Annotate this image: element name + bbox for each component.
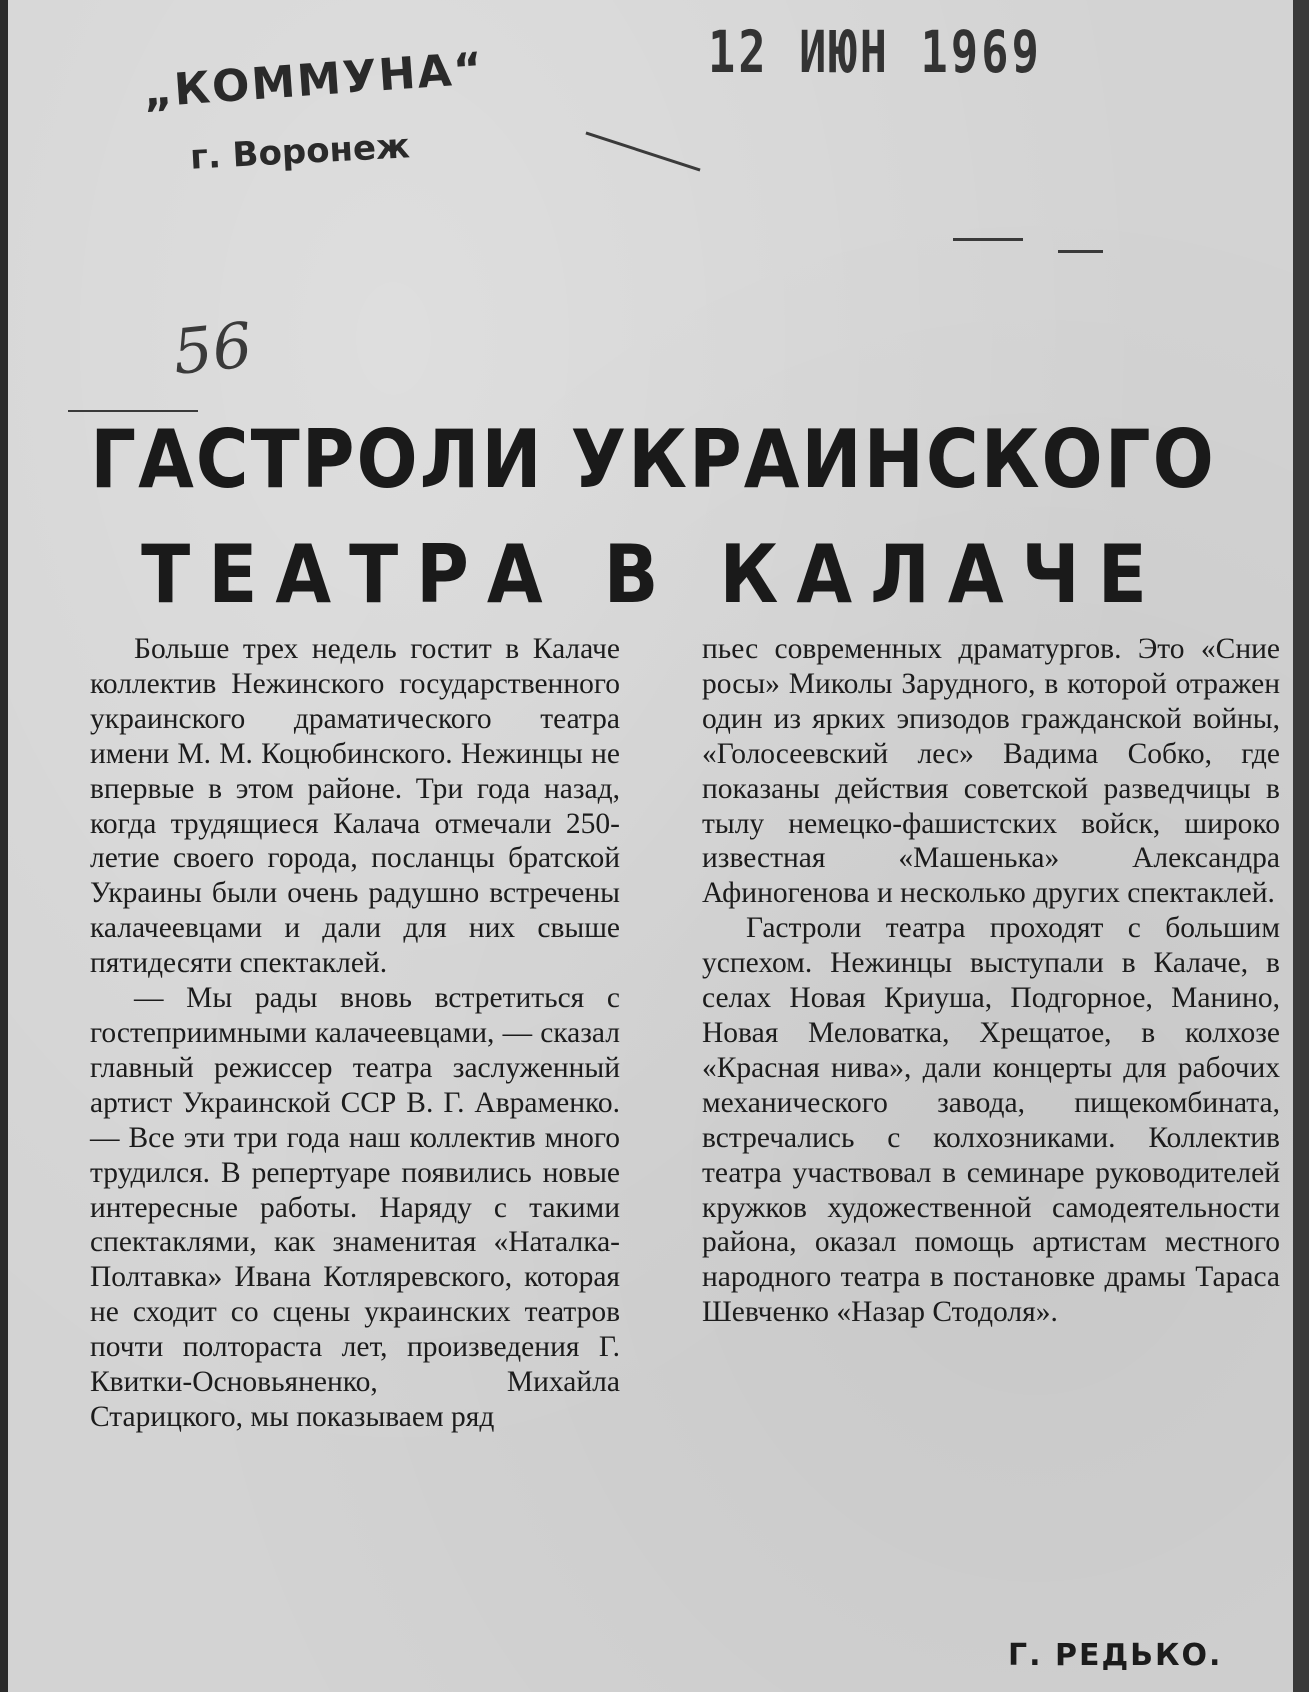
article-headline [78,410,1228,630]
handwritten-number: 56 [169,308,256,389]
headline-line-1: ГАСТРОЛИ УКРАИНСКОГО [90,413,1216,506]
author-signature: Г. РЕДЬКО. [1008,1638,1223,1673]
newspaper-clipping [8,0,1293,1692]
pen-mark [585,132,700,172]
scan-border [1293,0,1309,1692]
headline-line-2: ТЕАТРА В КАЛАЧЕ [141,528,1165,621]
article-paragraph: пьес современных драматургов. Это «Сние росы» Миколы Зарудного, в которой отражен один из ярких эпизодов гражданской войны, «Голосеевский лес» Вадима Собко, где показаны действия советской разведчицы в тылу немецко-фашистских войск, широко известная «Машенька» Александра Афиногенова и несколько других спектаклей. [702,633,1280,910]
city-stamp: г. Воронеж [189,126,411,178]
article-column-left [90,632,620,1435]
article-paragraph: Гастроли театра проходят с большим успехом. Нежинцы выступали в Калаче, в селах Новая Криуша, Подгорное, Манино, Новая Меловатка, Хрещатое, в колхозе «Красная нива», дали концерты для рабочих механического завода, пищекомбината, встречались с колхозниками. Коллектив театра участвовал в семинаре руководителей кружков художественной самодеятельности района, оказал помощь артистам местного народного театра в постановке драмы Тараса Шевченко «Назар Стодоля». [702,912,1280,1329]
pen-mark [953,238,1023,241]
article-column-right [702,632,1280,1330]
article-paragraph: Больше трех недель гостит в Калаче коллектив Нежинского государственного украинского драматического театра имени М. М. Коцюбинского. Нежинцы не впервые в этом районе. Три года назад, когда трудящиеся Калача отмечали 250-летие своего города, посланцы братской Украины были очень радушно встречены калачеевцами и дали для них свыше пятидесяти спектаклей. [90,633,620,980]
newspaper-name-stamp: „КОММУНА“ [141,43,486,118]
pen-mark [1058,250,1103,253]
date-stamp: 12 ИЮН 1969 [708,18,1042,86]
article-paragraph: — Мы рады вновь встретиться с гостеприимными калачеевцами, — сказал главный режиссер театра заслуженный артист Украинской ССР В. Г. Авраменко. — Все эти три года наш коллектив много трудился. В репертуаре появились новые интересные работы. Наряду с такими спектаклями, как знаменитая «Наталка-Полтавка» Ивана Котляревского, которая не сходит со сцены украинских театров почти полтораста лет, произведения Г. Квитки-Основьяненко, Михайла Старицкого, мы показываем ряд [90,982,620,1433]
